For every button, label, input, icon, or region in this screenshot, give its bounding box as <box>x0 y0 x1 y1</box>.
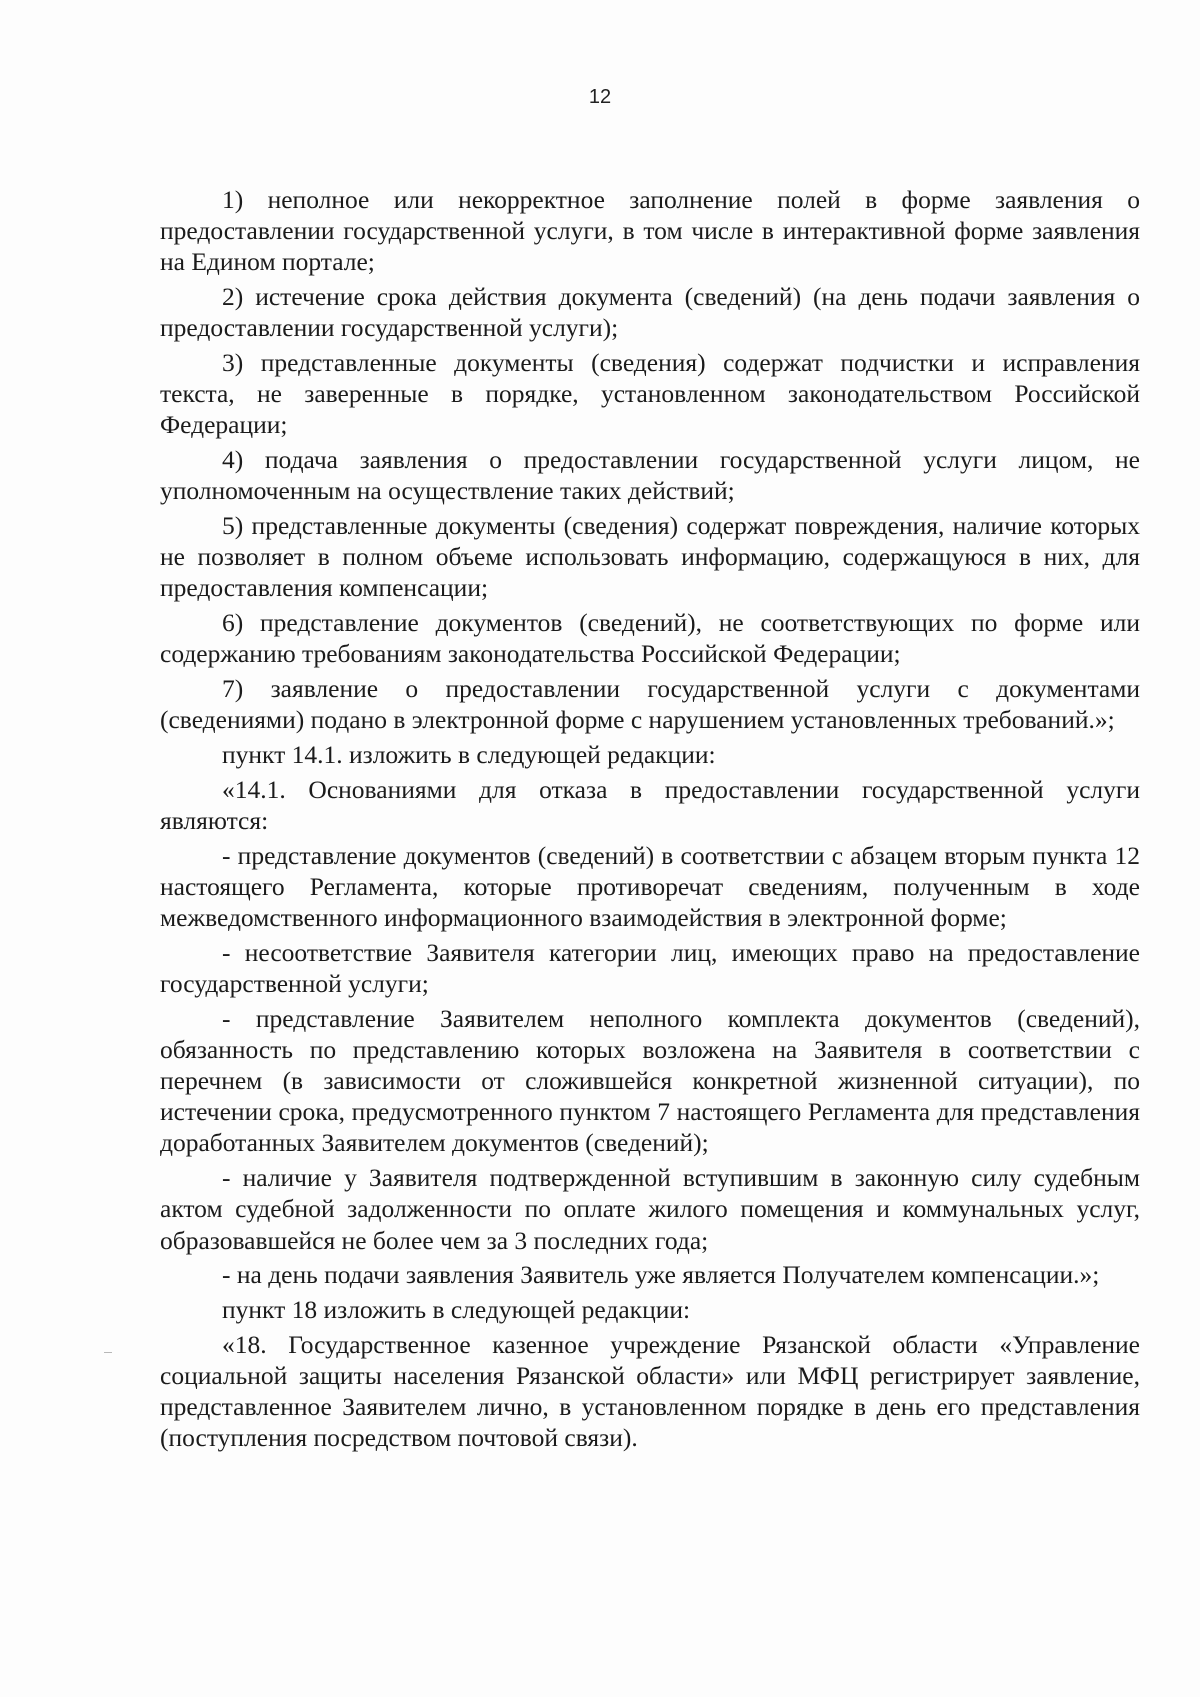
amendment-point-14-1-intro: пункт 14.1. изложить в следующей редакции: <box>222 739 716 769</box>
refusal-ground-3: - представление Заявителем неполного комплекта документов (сведений), обязанность по представлению которых возложена на Заявителя в соответствии с перечнем (в зависимости от сложившейся конкретной жизненной ситуации), по истечении срока, предусмотренного пунктом 7 настоящего Регламента для представления доработанных Заявителем документов (сведений); <box>160 1003 1140 1158</box>
refusal-ground-4: - наличие у Заявителя подтвержденной вступившим в законную силу судебным актом судебной задолженности по оплате жилого помещения и коммунальных услуг, образовавшейся не более чем за 3 последних года; <box>160 1163 1140 1255</box>
refusal-ground-5: - на день подачи заявления Заявитель уже является Получателем компенсации.»; <box>222 1260 1100 1290</box>
point-14-1-heading: «14.1. Основаниями для отказа в предоставлении государственной услуги являются: <box>160 774 1140 835</box>
paragraph-item-5: 5) представленные документы (сведения) содержат повреждения, наличие которых не позволяет в полном объеме использовать информацию, содержащуюся в них, для предоставления компенсации; <box>160 511 1140 603</box>
paragraph-item-4: 4) подача заявления о предоставлении государственной услуги лицом, не уполномоченным на осуществление таких действий; <box>160 445 1140 506</box>
paragraph-item-7: 7) заявление о предоставлении государственной услуги с документами (сведениями) подано в электронной форме с нарушением установленных требований.»; <box>160 674 1140 735</box>
refusal-ground-1: - представление документов (сведений) в соответствии с абзацем вторым пункта 12 настоящего Регламента, которые противоречат сведениям, полученным в ходе межведомственного информационного взаимодействия в электронной форме; <box>160 840 1140 932</box>
point-18-text: «18. Государственное казенное учреждение Рязанской области «Управление социальной защиты населения Рязанской области» или МФЦ регистрирует заявление, представленное Заявителем лично, в установленном порядке в день его представления (поступления посредством почтовой связи). <box>160 1329 1140 1453</box>
paragraph-item-2: 2) истечение срока действия документа (сведений) (на день подачи заявления о предоставлении государственной услуги); <box>160 282 1140 343</box>
document-body <box>160 184 1140 1457</box>
scan-artifact-mark <box>104 1352 112 1353</box>
paragraph-item-6: 6) представление документов (сведений), не соответствующих по форме или содержанию требованиям законодательства Российской Федерации; <box>160 608 1140 669</box>
page-number: 12 <box>588 86 612 108</box>
paragraph-item-3: 3) представленные документы (сведения) содержат подчистки и исправления текста, не заверенные в порядке, установленном законодательством Российской Федерации; <box>160 348 1140 440</box>
refusal-ground-2: - несоответствие Заявителя категории лиц, имеющих право на предоставление государственной услуги; <box>160 937 1140 998</box>
amendment-point-18-intro: пункт 18 изложить в следующей редакции: <box>222 1294 691 1324</box>
paragraph-item-1: 1) неполное или некорректное заполнение полей в форме заявления о предоставлении государственной услуги, в том числе в интерактивной форме заявления на Едином портале; <box>160 185 1140 277</box>
